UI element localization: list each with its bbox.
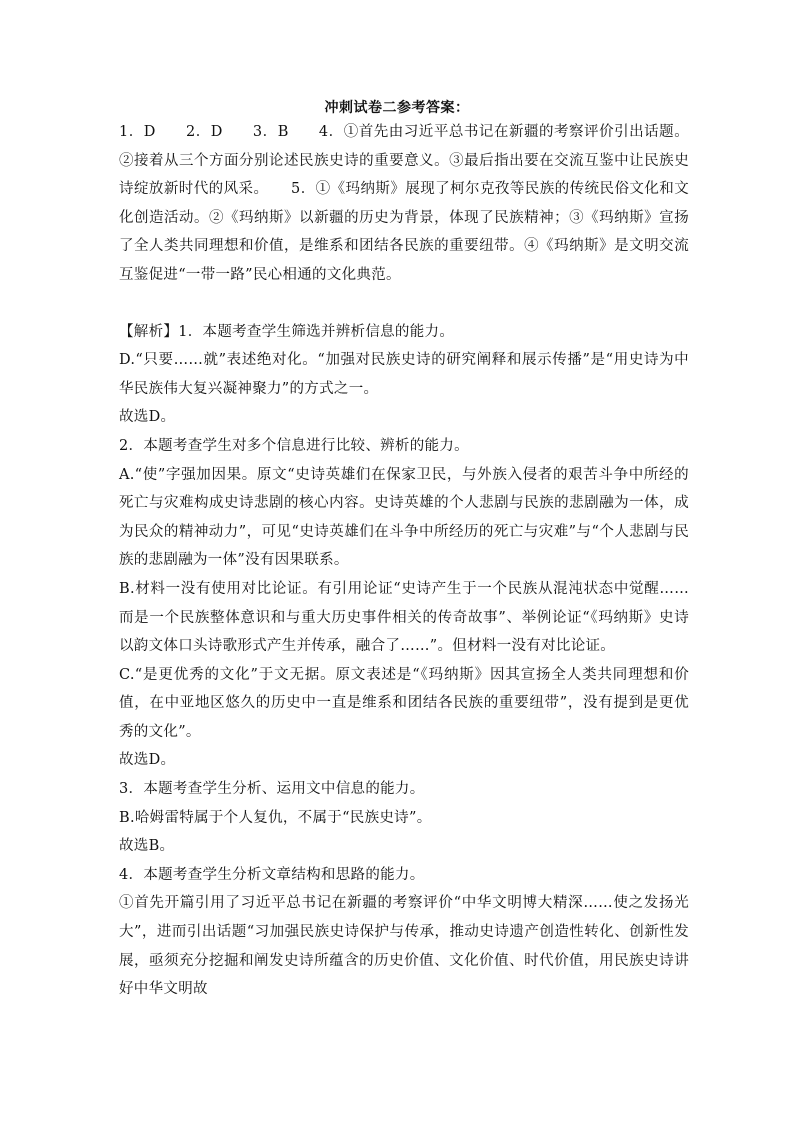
analysis-line: B.材料一没有使用对比论证。有引用论证“史诗产生于一个民族从混沌状态中觉醒……而是一个民族整体意识和与重大历史事件相关的传奇故事”、举例论证“《玛纳斯》史诗以韵文体口头诗歌形式产生并传承，融合了……”。但材料一没有对比论证。	[119, 580, 689, 655]
analysis-line: C.“是更优秀的文化”于文无据。原文表述是“《玛纳斯》因其宣扬全人类共同理想和价值，在中亚地区悠久的历史中一直是维系和团结各民族的重要纽带”，没有提到是更优秀的文化”。	[119, 666, 689, 740]
analysis-line: A.“使”字强加因果。原文“史诗英雄们在保家卫民，与外族入侵者的艰苦斗争中所经的死亡与灾难构成史诗悲剧的核心内容。史诗英雄的个人悲剧与民族的悲剧融为一体，成为民众的精神动力”，可见“史诗英雄们在斗争中所经历的死亡与灾难”与“个人悲剧与民族的悲剧融为一体”没有因果联系。	[119, 466, 689, 569]
analysis-line: ①首先开篇引用了习近平总书记在新疆的考察评价“中华文明博大精深……使之发扬光大”，进而引出话题“习加强民族史诗保护与传承，推动史诗遗产创造性转化、创新性发展，亟须充分挖掘和阐发史诗所蕴含的历史价值、文化价值、时代价值，用民族史诗讲好中华文明故	[119, 895, 689, 998]
analysis-line: 故选D。	[119, 752, 176, 769]
analysis-line: 【解析】1．本题考查学生筛选并辨析信息的能力。	[119, 323, 455, 340]
paragraph-gap	[119, 290, 689, 318]
analysis-line: B.哈姆雷特属于个人复仇，不属于“民族史诗”。	[119, 809, 432, 826]
analysis-line: 故选B。	[119, 838, 175, 855]
answer-paragraph: 1．D 2．D 3．B 4．①首先由习近平总书记在新疆的考察评价引出话题。②接着从三个方面分别论述民族史诗的重要意义。③最后指出要在交流互鉴中让民族史诗绽放新时代的风采。 5．①《玛纳斯》展现了柯尔克孜等民族的传统民俗文化和文化创造活动。②《玛纳斯》以新疆的历史为背景，体现了民族精神；③《玛纳斯》宣扬了全人类共同理想和价值，是维系和团结各民族的重要纽带。④《玛纳斯》是文明交流互鉴促进“一带一路”民心相通的文化典范。	[119, 124, 689, 283]
page-title: 冲刺试卷二参考答案：	[324, 100, 470, 116]
document-body	[119, 118, 689, 1004]
analysis-line: 3．本题考查学生分析、运用文中信息的能力。	[119, 781, 425, 798]
analysis-line: 故选D。	[119, 409, 176, 426]
analysis-line: 2．本题考查学生对多个信息进行比较、辨析的能力。	[119, 437, 469, 454]
analysis-line: 4．本题考查学生分析文章结构和思路的能力。	[119, 866, 425, 883]
analysis-line: D.“只要……就”表述绝对化。“加强对民族史诗的研究阐释和展示传播”是“用史诗为中华民族伟大复兴凝神聚力”的方式之一。	[119, 352, 689, 397]
